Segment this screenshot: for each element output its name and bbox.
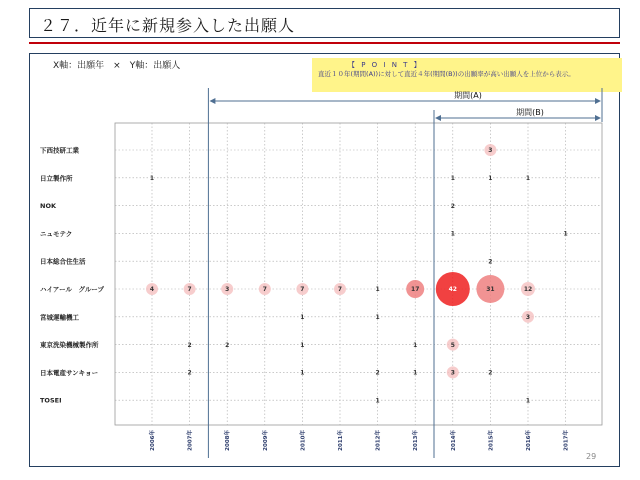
bubble-value-label: 3 — [525, 314, 531, 321]
bubble-value-label: 1 — [563, 230, 568, 238]
y-tick-label: 下西技研工業 — [40, 146, 79, 155]
bubble-value-label: 7 — [300, 286, 305, 294]
x-tick-label: 2017年 — [563, 430, 570, 451]
point-heading: 【 P O I N T 】 — [348, 61, 423, 69]
x-tick-label: 2010年 — [300, 430, 307, 451]
bubble-value-label: 7 — [187, 286, 192, 294]
bubble-value-label: 7 — [262, 286, 267, 294]
bubble-value-label: 1 — [450, 175, 455, 182]
bubble-value-label: 3 — [450, 369, 455, 377]
x-tick-label: 2009年 — [262, 430, 269, 451]
x-tick-label: 2014年 — [450, 430, 457, 451]
bubble-value-label: 1 — [300, 369, 305, 377]
slide-title: ２７．近年に新規参入した出願人 — [40, 16, 296, 35]
page-number: 29 — [586, 452, 597, 461]
y-tick-label: 日本総合住生活 — [40, 257, 86, 266]
bubble-value-label: 1 — [375, 397, 380, 405]
bubble-value-label: 4 — [149, 286, 155, 294]
bubble-value-label: 31 — [486, 286, 495, 294]
period-label: 期間(A) — [454, 91, 482, 100]
bubble-value-label: 1 — [488, 175, 493, 182]
axis-caption: X軸：出願年 × Y軸：出願人 — [53, 61, 181, 71]
point-text: 直近１０年(期間(A))に対して直近４年(期間(B))の出願率が高い出願人を上位から表示。 — [318, 70, 575, 78]
bubble-value-label: 1 — [300, 341, 305, 349]
x-tick-label: 2008年 — [225, 430, 232, 451]
bubble-value-label: 2 — [375, 369, 380, 377]
x-tick-label: 2007年 — [187, 430, 194, 451]
bubble-value-label: 1 — [300, 314, 305, 321]
bubble-value-label: 2 — [187, 369, 192, 377]
bubble-value-label: 1 — [375, 286, 380, 294]
y-tick-label: 日立製作所 — [40, 174, 73, 183]
bubble-value-label: 3 — [225, 286, 230, 294]
x-tick-label: 2012年 — [375, 430, 382, 451]
grid — [115, 123, 602, 425]
y-tick-label: 日本電産サンキョー — [40, 368, 99, 377]
y-tick-label: NOK — [40, 202, 57, 211]
y-tick-label: 東京洗染機械製作所 — [40, 341, 99, 350]
x-tick-label: 2015年 — [488, 430, 495, 451]
bubble-value-label: 1 — [413, 369, 418, 377]
bubble-value-label: 12 — [523, 286, 533, 294]
bubbles — [146, 144, 568, 404]
y-tick-label: 宮城運輸機工 — [40, 313, 79, 322]
bubble-value-label: 2 — [187, 341, 192, 349]
bubble-value-label: 17 — [411, 286, 420, 294]
bubble-value-label: 2 — [225, 341, 230, 349]
bubble-value-label: 3 — [488, 147, 493, 155]
y-tick-label: TOSEI — [40, 396, 62, 405]
bubble-value-label: 1 — [525, 175, 531, 182]
bubble-value-label: 1 — [149, 175, 155, 182]
bubble-value-label: 2 — [488, 369, 493, 377]
bubble-value-label: 2 — [488, 258, 493, 266]
x-tick-label: 2013年 — [413, 430, 420, 451]
period-label: 期間(B) — [516, 108, 544, 117]
bubble-value-label: 1 — [413, 341, 418, 349]
period-markers — [208, 88, 602, 458]
plot-border — [115, 123, 602, 425]
y-tick-label: ハイアール グループ — [40, 285, 104, 294]
x-tick-label: 2016年 — [526, 430, 532, 451]
bubble-value-label: 7 — [337, 286, 343, 294]
x-tick-label: 2011年 — [338, 430, 344, 451]
bubble-value-label: 5 — [450, 341, 455, 349]
bubble-value-label: 42 — [448, 286, 457, 294]
bubble-value-label: 2 — [450, 202, 455, 210]
bubble-value-label: 1 — [375, 314, 380, 321]
bubble-value-label: 1 — [525, 397, 531, 405]
y-tick-label: ニュモテク — [40, 229, 73, 238]
bubble-value-label: 1 — [450, 230, 455, 238]
x-tick-label: 2006年 — [150, 430, 156, 451]
